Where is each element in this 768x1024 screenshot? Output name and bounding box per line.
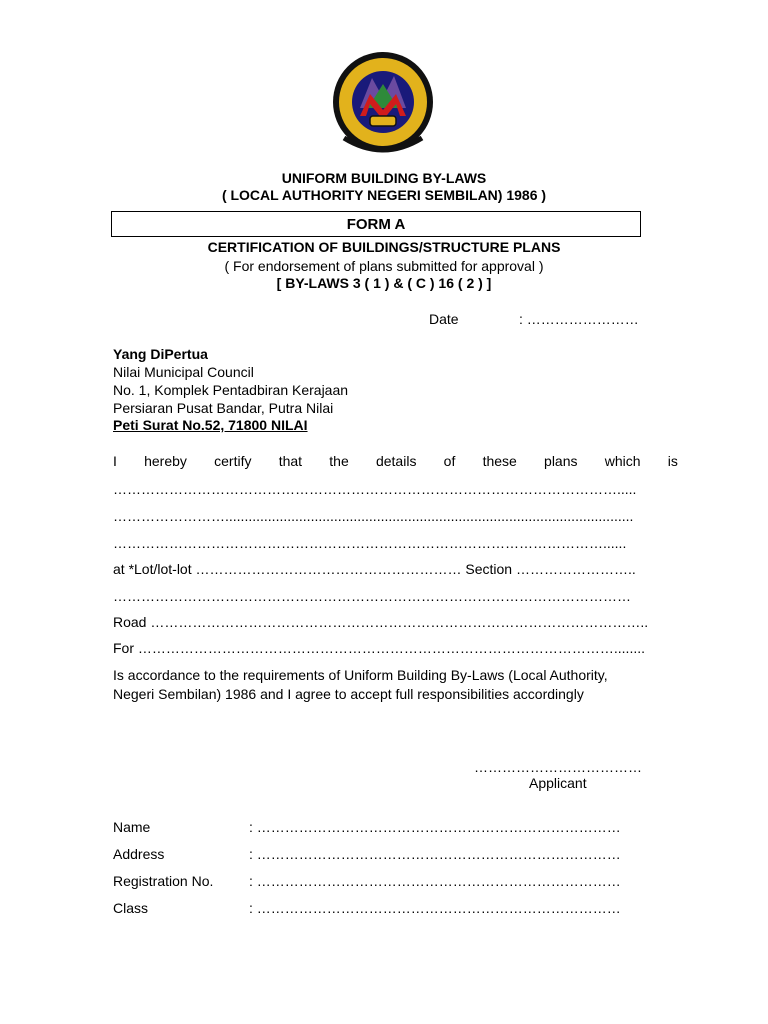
fill-line-3: ……………………………………………………………………………………………...... — [113, 535, 627, 551]
field-value-class: : …………………………………………………………………… — [249, 900, 621, 916]
for-line: For …………………………………………………………………………………………........ — [113, 640, 646, 656]
field-label-registration: Registration No. — [113, 873, 214, 889]
certify-word: of — [443, 453, 456, 469]
certify-word: that — [278, 453, 303, 469]
field-label-class: Class — [113, 900, 149, 916]
certify-word: these — [482, 453, 517, 469]
council-logo — [330, 50, 436, 166]
lot-section-line: at *Lot/lot-lot ………………………………………………… Section …………………….. — [113, 561, 636, 577]
field-value-registration: : …………………………………………………………………… — [249, 873, 621, 889]
road-line: Road …………………………………………………………………………………………….. — [113, 614, 649, 630]
applicant-label: Applicant — [529, 775, 587, 791]
certify-word: hereby — [144, 453, 187, 469]
certify-statement — [113, 453, 678, 469]
fill-line-1: ………………………………………………………………………………………………..... — [113, 481, 637, 497]
field-value-name: : …………………………………………………………………… — [249, 819, 621, 835]
title-bylaws: UNIFORM BUILDING BY-LAWS — [281, 170, 487, 186]
title-authority: ( LOCAL AUTHORITY NEGERI SEMBILAN) 1986 ) — [221, 187, 547, 203]
certify-word: is — [667, 453, 678, 469]
field-label-address: Address — [113, 846, 165, 862]
fill-line-4: ………………………………………………………………………………………………… — [113, 588, 631, 604]
date-label: Date — [429, 311, 459, 327]
endorsement-subtitle: ( For endorsement of plans submitted for approval ) — [224, 258, 544, 274]
address-line-2: No. 1, Komplek Pentadbiran Kerajaan — [113, 382, 349, 398]
accordance-line-2: Negeri Sembilan) 1986 and I agree to accept full responsibilities accordingly — [113, 686, 584, 702]
accordance-line-1: Is accordance to the requirements of Uniform Building By-Laws (Local Authority, — [113, 667, 608, 683]
bylaws-reference: [ BY-LAWS 3 ( 1 ) & ( C ) 16 ( 2 ) ] — [276, 275, 492, 291]
field-label-name: Name — [113, 819, 151, 835]
form-label: FORM A — [346, 215, 406, 233]
salutation: Yang DiPertua — [113, 346, 208, 362]
certify-word: I — [113, 453, 117, 469]
certification-title: CERTIFICATION OF BUILDINGS/STRUCTURE PLANS — [207, 239, 561, 255]
date-value: : …………………… — [519, 311, 639, 327]
signature-line: ……………………………… — [474, 759, 642, 775]
certify-word: certify — [214, 453, 252, 469]
form-label-box — [111, 211, 641, 237]
field-value-address: : …………………………………………………………………… — [249, 846, 621, 862]
address-line-4: Peti Surat No.52, 71800 NILAI — [113, 417, 308, 433]
address-line-3: Persiaran Pusat Bandar, Putra Nilai — [113, 400, 334, 416]
fill-line-2: ……………………......................................................................................................... — [113, 508, 634, 524]
certify-word: details — [375, 453, 417, 469]
address-line-1: Nilai Municipal Council — [113, 364, 254, 380]
certify-word: the — [329, 453, 349, 469]
certify-word: plans — [544, 453, 578, 469]
certify-word: which — [604, 453, 641, 469]
